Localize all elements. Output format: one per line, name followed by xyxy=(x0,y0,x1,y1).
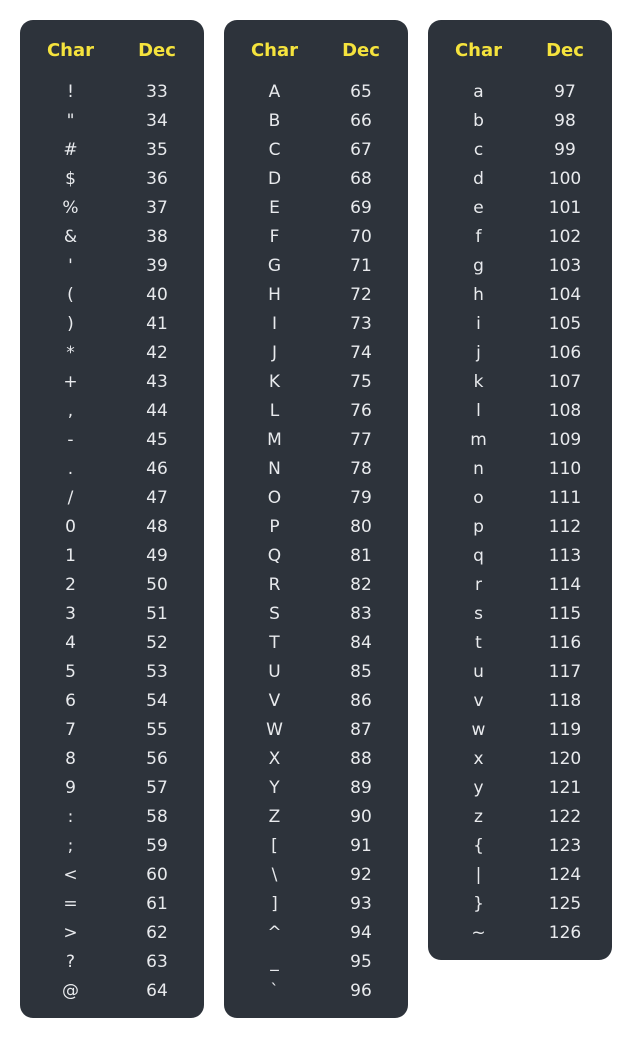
table-row xyxy=(20,78,204,107)
dec-cell: 92 xyxy=(350,865,372,885)
char-cell: i xyxy=(476,314,481,334)
table-row xyxy=(224,339,408,368)
dec-cell: 38 xyxy=(146,227,168,247)
dec-cell: 37 xyxy=(146,198,168,218)
dec-cell: 106 xyxy=(548,343,582,363)
char-cell: S xyxy=(269,604,280,624)
ascii-table-symbols-digits xyxy=(20,20,204,1018)
dec-cell: 59 xyxy=(146,836,168,856)
char-cell: F xyxy=(269,227,280,247)
char-column-header: Char xyxy=(46,40,95,61)
char-cell: " xyxy=(66,111,75,131)
char-cell: s xyxy=(474,604,483,624)
dec-cell: 103 xyxy=(548,256,582,276)
table-row xyxy=(224,194,408,223)
char-cell: 9 xyxy=(65,778,76,798)
char-cell: K xyxy=(268,372,281,392)
char-cell: U xyxy=(268,662,281,682)
char-cell: < xyxy=(63,865,78,885)
dec-cell: 125 xyxy=(548,894,582,914)
table-row xyxy=(20,223,204,252)
table-row xyxy=(20,542,204,571)
table-row xyxy=(224,78,408,107)
char-cell: ; xyxy=(67,836,74,856)
dec-cell: 120 xyxy=(548,749,582,769)
dec-cell: 56 xyxy=(146,749,168,769)
dec-cell: 82 xyxy=(350,575,372,595)
dec-cell: 69 xyxy=(350,198,372,218)
dec-cell: 110 xyxy=(548,459,582,479)
dec-cell: 101 xyxy=(548,198,582,218)
table-row xyxy=(224,223,408,252)
char-cell: f xyxy=(475,227,482,247)
dec-cell: 104 xyxy=(548,285,582,305)
table-row xyxy=(428,571,612,600)
dec-cell: 96 xyxy=(350,981,372,1001)
char-cell: g xyxy=(473,256,484,276)
dec-cell: 65 xyxy=(350,82,372,102)
char-cell: p xyxy=(473,517,484,537)
table-row xyxy=(428,136,612,165)
dec-cell: 74 xyxy=(350,343,372,363)
dec-cell: 64 xyxy=(146,981,168,1001)
dec-cell: 68 xyxy=(350,169,372,189)
char-cell: j xyxy=(476,343,481,363)
table-row xyxy=(20,745,204,774)
char-cell: 5 xyxy=(65,662,76,682)
char-cell: T xyxy=(269,633,280,653)
dec-cell: 116 xyxy=(548,633,582,653)
table-row xyxy=(224,513,408,542)
table-row xyxy=(428,426,612,455)
table-row xyxy=(224,600,408,629)
table-row xyxy=(20,107,204,136)
table-row xyxy=(428,368,612,397)
char-cell: { xyxy=(473,836,484,856)
table-row xyxy=(224,165,408,194)
table-row xyxy=(428,397,612,426)
dec-cell: 35 xyxy=(146,140,168,160)
char-cell: A xyxy=(268,82,281,102)
table-row xyxy=(20,600,204,629)
dec-cell: 94 xyxy=(350,923,372,943)
table-row xyxy=(20,890,204,919)
dec-cell: 105 xyxy=(548,314,582,334)
char-cell: = xyxy=(63,894,78,914)
dec-cell: 62 xyxy=(146,923,168,943)
dec-cell: 99 xyxy=(554,140,576,160)
table-row xyxy=(224,803,408,832)
char-cell: a xyxy=(473,82,484,102)
dec-cell: 118 xyxy=(548,691,582,711)
table-row xyxy=(20,194,204,223)
dec-cell: 100 xyxy=(548,169,582,189)
char-cell: l xyxy=(476,401,481,421)
table-header xyxy=(224,40,408,62)
table-row xyxy=(224,368,408,397)
char-cell: b xyxy=(473,111,484,131)
dec-cell: 95 xyxy=(350,952,372,972)
table-row xyxy=(20,252,204,281)
char-cell: x xyxy=(473,749,484,769)
table-row xyxy=(428,629,612,658)
dec-cell: 117 xyxy=(548,662,582,682)
table-row xyxy=(428,658,612,687)
ascii-table-uppercase xyxy=(224,20,408,1018)
char-column-header: Char xyxy=(250,40,299,61)
dec-cell: 47 xyxy=(146,488,168,508)
table-row xyxy=(20,919,204,948)
table-row xyxy=(224,107,408,136)
dec-cell: 48 xyxy=(146,517,168,537)
table-header xyxy=(20,40,204,62)
dec-cell: 70 xyxy=(350,227,372,247)
char-cell: [ xyxy=(271,836,278,856)
char-cell: B xyxy=(268,111,281,131)
table-row xyxy=(20,426,204,455)
table-row xyxy=(224,426,408,455)
table-row xyxy=(428,281,612,310)
table-row xyxy=(20,310,204,339)
dec-column-header: Dec xyxy=(138,40,176,61)
table-row xyxy=(20,658,204,687)
dec-cell: 45 xyxy=(146,430,168,450)
char-cell: N xyxy=(268,459,281,479)
table-row xyxy=(20,281,204,310)
table-row xyxy=(224,716,408,745)
char-cell: / xyxy=(67,488,74,508)
table-row xyxy=(428,339,612,368)
char-column-header: Char xyxy=(454,40,503,61)
table-row xyxy=(20,484,204,513)
dec-cell: 78 xyxy=(350,459,372,479)
dec-cell: 108 xyxy=(548,401,582,421)
table-row xyxy=(224,745,408,774)
char-cell: r xyxy=(475,575,482,595)
char-cell: @ xyxy=(62,981,79,1001)
char-cell: , xyxy=(67,401,74,421)
dec-cell: 80 xyxy=(350,517,372,537)
table-row xyxy=(224,861,408,890)
table-row xyxy=(428,252,612,281)
char-cell: V xyxy=(268,691,281,711)
dec-cell: 72 xyxy=(350,285,372,305)
char-cell: ? xyxy=(65,952,76,972)
char-cell: k xyxy=(473,372,484,392)
dec-cell: 41 xyxy=(146,314,168,334)
table-row xyxy=(428,513,612,542)
char-cell: : xyxy=(67,807,74,827)
dec-cell: 79 xyxy=(350,488,372,508)
table-row xyxy=(224,977,408,1006)
dec-cell: 81 xyxy=(350,546,372,566)
char-cell: # xyxy=(63,140,78,160)
table-row xyxy=(224,919,408,948)
table-row xyxy=(224,484,408,513)
table-row xyxy=(428,223,612,252)
table-row xyxy=(20,948,204,977)
table-row xyxy=(224,397,408,426)
table-row xyxy=(428,165,612,194)
table-row xyxy=(20,629,204,658)
dec-cell: 98 xyxy=(554,111,576,131)
table-row xyxy=(20,774,204,803)
char-cell: R xyxy=(268,575,281,595)
dec-cell: 124 xyxy=(548,865,582,885)
table-row xyxy=(20,455,204,484)
char-cell: Z xyxy=(268,807,281,827)
table-row xyxy=(428,803,612,832)
char-cell: J xyxy=(271,343,277,363)
dec-cell: 76 xyxy=(350,401,372,421)
table-row xyxy=(428,716,612,745)
char-cell: ( xyxy=(67,285,74,305)
table-row xyxy=(428,774,612,803)
dec-cell: 83 xyxy=(350,604,372,624)
table-row xyxy=(428,484,612,513)
table-row xyxy=(428,890,612,919)
dec-cell: 122 xyxy=(548,807,582,827)
char-cell: E xyxy=(269,198,280,218)
table-row xyxy=(428,600,612,629)
dec-cell: 113 xyxy=(548,546,582,566)
dec-cell: 55 xyxy=(146,720,168,740)
dec-cell: 67 xyxy=(350,140,372,160)
dec-cell: 44 xyxy=(146,401,168,421)
table-row xyxy=(20,165,204,194)
dec-cell: 123 xyxy=(548,836,582,856)
char-cell: * xyxy=(66,343,75,363)
char-cell: u xyxy=(473,662,484,682)
char-cell: \ xyxy=(271,865,278,885)
dec-cell: 34 xyxy=(146,111,168,131)
dec-cell: 77 xyxy=(350,430,372,450)
char-cell: 3 xyxy=(65,604,76,624)
table-row xyxy=(428,78,612,107)
dec-cell: 33 xyxy=(146,82,168,102)
dec-cell: 66 xyxy=(350,111,372,131)
table-row xyxy=(428,310,612,339)
char-cell: + xyxy=(63,372,78,392)
char-cell: Y xyxy=(269,778,280,798)
dec-cell: 63 xyxy=(146,952,168,972)
table-row xyxy=(428,194,612,223)
char-cell: I xyxy=(271,314,277,334)
table-row xyxy=(428,861,612,890)
char-cell: } xyxy=(473,894,484,914)
char-cell: n xyxy=(473,459,484,479)
char-cell: ` xyxy=(270,981,279,1001)
char-cell: 4 xyxy=(65,633,76,653)
char-cell: 1 xyxy=(65,546,76,566)
table-row xyxy=(224,890,408,919)
dec-cell: 109 xyxy=(548,430,582,450)
dec-cell: 119 xyxy=(548,720,582,740)
table-row xyxy=(20,339,204,368)
dec-cell: 97 xyxy=(554,82,576,102)
char-cell: H xyxy=(268,285,281,305)
char-cell: L xyxy=(269,401,280,421)
char-cell: v xyxy=(473,691,484,711)
dec-cell: 75 xyxy=(350,372,372,392)
char-cell: 0 xyxy=(65,517,76,537)
table-header xyxy=(428,40,612,62)
dec-cell: 50 xyxy=(146,575,168,595)
dec-cell: 112 xyxy=(548,517,582,537)
char-cell: h xyxy=(473,285,484,305)
char-cell: ^ xyxy=(267,923,282,943)
dec-cell: 84 xyxy=(350,633,372,653)
table-row xyxy=(20,803,204,832)
char-cell: ~ xyxy=(471,923,486,943)
dec-column-header: Dec xyxy=(342,40,380,61)
char-cell: > xyxy=(63,923,78,943)
dec-cell: 115 xyxy=(548,604,582,624)
char-cell: X xyxy=(268,749,281,769)
table-row xyxy=(428,919,612,948)
dec-cell: 61 xyxy=(146,894,168,914)
dec-cell: 86 xyxy=(350,691,372,711)
char-cell: - xyxy=(67,430,74,450)
table-row xyxy=(20,368,204,397)
table-row xyxy=(224,455,408,484)
table-row xyxy=(224,948,408,977)
table-row xyxy=(224,571,408,600)
dec-cell: 57 xyxy=(146,778,168,798)
char-cell: ' xyxy=(68,256,73,276)
char-cell: P xyxy=(269,517,280,537)
char-cell: 6 xyxy=(65,691,76,711)
char-cell: t xyxy=(475,633,482,653)
dec-cell: 58 xyxy=(146,807,168,827)
char-cell: z xyxy=(474,807,483,827)
char-cell: _ xyxy=(270,952,279,972)
table-row xyxy=(224,252,408,281)
char-cell: C xyxy=(268,140,281,160)
dec-cell: 111 xyxy=(548,488,582,508)
dec-cell: 39 xyxy=(146,256,168,276)
char-cell: O xyxy=(267,488,282,508)
table-row xyxy=(428,542,612,571)
char-cell: 8 xyxy=(65,749,76,769)
char-cell: $ xyxy=(65,169,76,189)
char-cell: Q xyxy=(267,546,282,566)
dec-cell: 90 xyxy=(350,807,372,827)
dec-cell: 126 xyxy=(548,923,582,943)
table-row xyxy=(20,513,204,542)
char-cell: 7 xyxy=(65,720,76,740)
dec-cell: 53 xyxy=(146,662,168,682)
dec-cell: 51 xyxy=(146,604,168,624)
dec-cell: 42 xyxy=(146,343,168,363)
char-cell: ] xyxy=(271,894,278,914)
char-cell: % xyxy=(62,198,79,218)
dec-cell: 71 xyxy=(350,256,372,276)
table-row xyxy=(20,716,204,745)
table-row xyxy=(224,136,408,165)
char-cell: c xyxy=(473,140,484,160)
dec-cell: 49 xyxy=(146,546,168,566)
char-cell: w xyxy=(471,720,486,740)
char-cell: ) xyxy=(67,314,74,334)
dec-cell: 91 xyxy=(350,836,372,856)
char-cell: e xyxy=(473,198,484,218)
table-row xyxy=(224,281,408,310)
dec-cell: 46 xyxy=(146,459,168,479)
dec-cell: 107 xyxy=(548,372,582,392)
char-cell: d xyxy=(473,169,484,189)
char-cell: q xyxy=(473,546,484,566)
dec-cell: 102 xyxy=(548,227,582,247)
dec-cell: 52 xyxy=(146,633,168,653)
table-row xyxy=(224,687,408,716)
table-row xyxy=(224,629,408,658)
char-cell: & xyxy=(63,227,78,247)
dec-cell: 73 xyxy=(350,314,372,334)
char-cell: o xyxy=(473,488,484,508)
table-row xyxy=(20,397,204,426)
table-row xyxy=(224,542,408,571)
dec-cell: 40 xyxy=(146,285,168,305)
dec-cell: 121 xyxy=(548,778,582,798)
dec-cell: 88 xyxy=(350,749,372,769)
char-cell: . xyxy=(67,459,74,479)
dec-cell: 43 xyxy=(146,372,168,392)
dec-column-header: Dec xyxy=(546,40,584,61)
table-row xyxy=(428,455,612,484)
table-row xyxy=(428,832,612,861)
table-row xyxy=(224,774,408,803)
table-row xyxy=(20,687,204,716)
char-cell: 2 xyxy=(65,575,76,595)
char-cell: y xyxy=(473,778,484,798)
char-cell: D xyxy=(267,169,282,189)
dec-cell: 60 xyxy=(146,865,168,885)
dec-cell: 36 xyxy=(146,169,168,189)
ascii-table-lowercase xyxy=(428,20,612,960)
char-cell: m xyxy=(470,430,487,450)
char-cell: ! xyxy=(67,82,74,102)
char-cell: W xyxy=(266,720,283,740)
char-cell: | xyxy=(475,865,482,885)
table-row xyxy=(20,977,204,1006)
table-row xyxy=(20,571,204,600)
char-cell: M xyxy=(267,430,282,450)
table-row xyxy=(224,310,408,339)
dec-cell: 93 xyxy=(350,894,372,914)
char-cell: G xyxy=(267,256,282,276)
table-row xyxy=(20,832,204,861)
table-row xyxy=(428,745,612,774)
table-row xyxy=(224,832,408,861)
table-row xyxy=(20,861,204,890)
table-row xyxy=(224,658,408,687)
table-row xyxy=(20,136,204,165)
dec-cell: 85 xyxy=(350,662,372,682)
table-row xyxy=(428,687,612,716)
dec-cell: 114 xyxy=(548,575,582,595)
dec-cell: 87 xyxy=(350,720,372,740)
table-row xyxy=(428,107,612,136)
dec-cell: 54 xyxy=(146,691,168,711)
dec-cell: 89 xyxy=(350,778,372,798)
